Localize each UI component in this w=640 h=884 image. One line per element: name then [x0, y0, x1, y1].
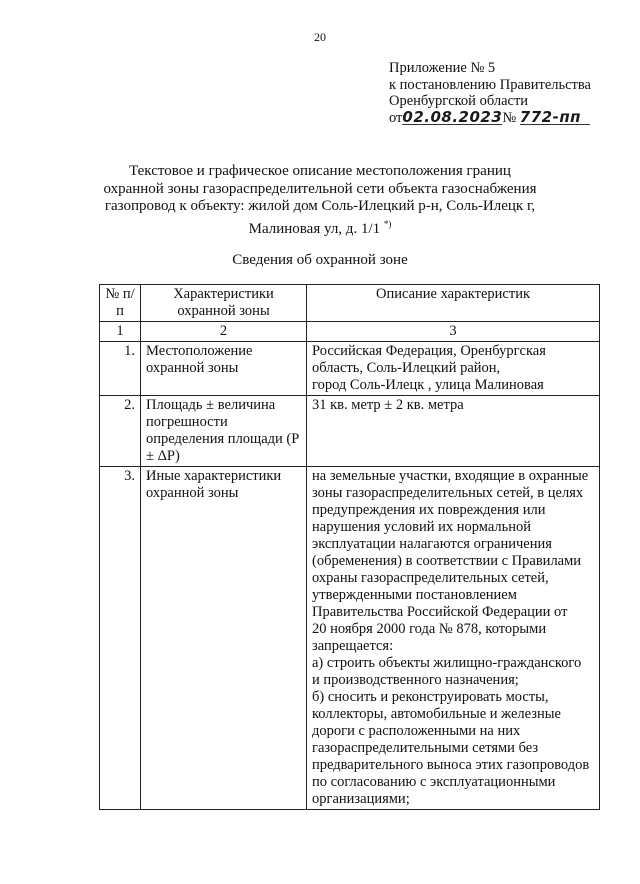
- description-line: эксплуатации налагаются ограничения: [312, 536, 552, 552]
- description-line: зоны газораспределительных сетей, в целях: [312, 485, 584, 501]
- row-description: [307, 342, 600, 396]
- table-row: [100, 467, 600, 810]
- description-line: Российская Федерация, Оренбургская: [312, 343, 546, 359]
- table-header-row: [100, 285, 600, 322]
- title-line-4: [90, 216, 550, 239]
- title-line-3: газопровод к объекту: жилой дом Соль-Илецкий р-н, Соль-Илецк г,: [104, 198, 536, 214]
- date-prefix: от: [389, 109, 403, 126]
- annex-date-line: [389, 107, 591, 127]
- header-description: Описание характеристик: [307, 285, 600, 322]
- footnote-mark: *): [383, 218, 392, 229]
- title-line-2: охранной зоны газораспределительной сети объекта газоснабжения: [103, 180, 537, 197]
- table-colnum-row: [100, 322, 600, 342]
- number-prefix: №: [502, 109, 517, 126]
- row-characteristic: Местоположение охранной зоны: [141, 342, 307, 396]
- colnum-3: 3: [307, 322, 600, 342]
- description-line: 20 ноября 2000 года № 878, которыми: [312, 621, 547, 637]
- row-number: 1.: [100, 342, 141, 396]
- colnum-2: 2: [141, 322, 307, 342]
- description-line: Правительства Российской Федерации от: [312, 604, 568, 620]
- description-line: на земельные участки, входящие в охранные: [312, 468, 589, 484]
- description-line: дороги с расположенными на них: [312, 723, 521, 739]
- description-line: охраны газораспределительных сетей,: [312, 570, 549, 586]
- description-line: б) сносить и реконструировать мосты,: [312, 689, 549, 705]
- description-line: 31 кв. метр ± 2 кв. метра: [312, 397, 464, 413]
- description-line: коллекторы, автомобильные и железные: [312, 706, 561, 722]
- header-number: № п/п: [100, 285, 141, 322]
- annex-title: Приложение № 5: [389, 60, 496, 76]
- annex-decree-line: к постановлению Правительства: [389, 76, 591, 93]
- description-line: организациями;: [312, 791, 410, 807]
- title-address-end: Малиновая ул, д. 1/1: [248, 220, 381, 237]
- section-title: Сведения об охранной зоне: [232, 252, 408, 268]
- decree-number: 772-пп: [520, 110, 590, 125]
- description-line: (обременения) в соответствии с Правилами: [312, 553, 582, 569]
- description-line: область, Соль-Илецкий район,: [312, 360, 501, 376]
- header-characteristic: Характеристики охранной зоны: [141, 285, 307, 322]
- page-number: 20: [314, 30, 326, 44]
- row-characteristic: Площадь ± величина погрешности определения площади (P ± ΔP): [141, 396, 307, 467]
- description-line: а) строить объекты жилищно-гражданского: [312, 655, 582, 671]
- table-row: [100, 396, 600, 467]
- row-description: [307, 396, 600, 467]
- description-line: утвержденными постановлением: [312, 587, 517, 603]
- row-number: 3.: [100, 467, 141, 810]
- annex-block: [389, 60, 591, 126]
- row-description: [307, 467, 600, 810]
- description-line: газораспределительными сетями без: [312, 740, 539, 756]
- description-line: по согласованию с эксплуатационными: [312, 774, 556, 790]
- description-line: предварительного выноса этих газопроводов: [312, 757, 590, 773]
- description-line: нарушения условий их нормальной: [312, 519, 532, 535]
- row-characteristic: Иные характеристики охранной зоны: [141, 467, 307, 810]
- description-line: запрещается:: [312, 638, 394, 654]
- title-line-1: Текстовое и графическое описание местоположения границ: [129, 163, 511, 179]
- table-row: [100, 342, 600, 396]
- colnum-1: 1: [100, 322, 141, 342]
- description-line: и производственного назначения;: [312, 672, 519, 688]
- description-line: предупреждения их повреждения или: [312, 502, 546, 518]
- decree-date: 02.08.2023: [402, 107, 503, 126]
- document-title: [90, 163, 550, 238]
- zone-info-table: [99, 284, 600, 810]
- row-number: 2.: [100, 396, 141, 467]
- description-line: город Соль-Илецк , улица Малиновая: [312, 377, 544, 393]
- annex-region-line: Оренбургской области: [389, 93, 529, 109]
